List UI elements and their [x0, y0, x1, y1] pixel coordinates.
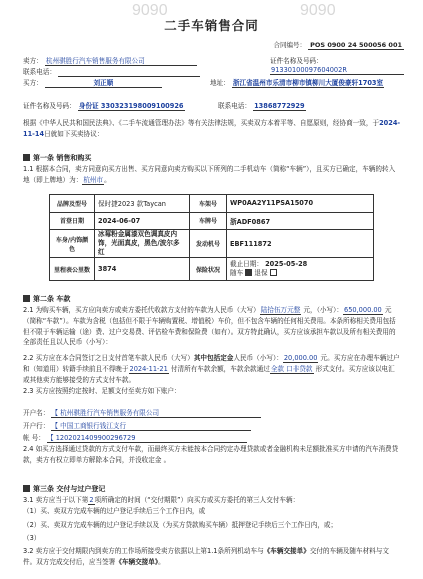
- section-2-heading: 第二条 车款: [23, 294, 70, 304]
- clause-2-2: 2.2 买方应在本合同签订之日支付首笔车款人民币（大写）其中包括定金人民币（小写）：20,000.00 元。买方应在办理车辆过户和（知道用）转籍手续前且不得晚于2024-11-21 付清所有车款余额，车款余款通过全款 口非贷款 形式支付。买方应该以电汇或其他卖方能够接受的方式支付车款。: [23, 354, 400, 384]
- section-1-text: 1.1 根据本合同，卖方同意向买方出售、买方同意向卖方购买以下所列的二手机动车（简称“车辆”），且买方已确定，车辆的转入地（即上牌地）为：杭州市。: [23, 165, 396, 184]
- account-name-field: 开户名： 【 杭州骐胜行汽车销售服务有限公司: [23, 407, 261, 418]
- section-1-heading: 第一条 销售和购买: [23, 153, 91, 163]
- preamble: 根据《中华人民共和国民法典》、《二手车流通管理办法》等有关法律法规，买卖双方本着平等、自愿原则，经协商一致，于2024-11-14日就如下买卖协议：: [23, 119, 401, 138]
- section-3-heading: 第三条 交付与过户登记: [23, 484, 105, 494]
- account-number-field: 帐 号： 【 1202021409900296729: [23, 432, 247, 443]
- buyer-phone-row: 联系电话： 13868772929: [218, 102, 305, 110]
- seller-phone-row: 联系电话：: [23, 66, 200, 77]
- clause-3-1-option-3: （3）: [23, 534, 41, 542]
- clause-3-1-option-2: （2）买、卖双方完成车辆的过户登记手续以及（为买方贷款购买车辆）抵押登记手续后三个工作日内，或；: [23, 521, 338, 529]
- seller-id-row: 证件名称及号码：: [270, 57, 323, 65]
- seller-code-row: 91330100097604002R: [270, 66, 404, 75]
- contract-number: 合同编号： POS 0900 24 500056 001: [273, 41, 402, 49]
- seller-row: 卖方： 杭州骐胜行汽车销售服务有限公司: [23, 55, 197, 66]
- watermark: 9090: [300, 2, 336, 19]
- clause-2-4: 2.4 如买方选择通过贷款的方式支付车款，而最终买方未能按本合同约定办理贷款或者金融机构未足额批准买方申请的汽车消费贷款，卖方有权立即单方解除本合同，并没收定金 。: [23, 445, 399, 464]
- buyer-row: 买方： 刘正顺: [23, 77, 162, 88]
- clause-3-1-option-1: （1）买、卖双方完成车辆的过户登记手续后三个工作日内，或: [23, 507, 206, 515]
- buyer-address-row: 地址： 浙江省温州市乐清市柳市镇柳川大厦俊豪轩1703室: [210, 79, 384, 87]
- clause-3-1: 3.1 卖方应当于以下第2项所确定的时间（“交付期限”）向买方或买方委托的第三人交付车辆：: [23, 496, 300, 504]
- clause-2-1: 2.1 为购买车辆，买方应向卖方或卖方委托代收款方支付的车款为人民币（大写）陆拾伍万元整 元，（小写）：650,000.00 元（简称“车款”）。车款为含税（包括但不限于车辆购置税、增值税）车价，但不包含车辆的任何相关费用。本条所称相关费用包括但不限于车辆运输（途）费、过户交易费、评估检车费和保险费（如有）。双方特此确认，买方应该承担车款以及所有相关费用的全部责任且以人民币（小写）：: [23, 306, 396, 347]
- account-bank-field: 开户行： 【 中国工商银行钱江支行: [23, 420, 251, 431]
- buyer-id-row: 证件名称及号码： 身份证 330323198009100926: [23, 102, 184, 110]
- clause-2-3: 2.3 买方应按照约定按时、足额支付至卖方如下账户：: [23, 387, 181, 395]
- contract-title: 二手车销售合同: [164, 18, 259, 33]
- clause-3-2: 3.2 卖方应于交付期限内到卖方的工作场所接受卖方依据以上第1.1条所列机动车与《车辆交接单》交付的车辆及随车材料与文件。双方完成交付后，应当签署《车辆交接单》。: [23, 547, 389, 566]
- vehicle-table: 品牌及型号 保时捷2023 款Taycan 车架号 WP0AA2Y11PSA15070 首登日期 2024-06-07 车牌号 浙ADF0867 车身/内饰颜色 冰莓粉金属漆双色调真皮内饰，光面真皮，黑色/波尔多红 发动机号 EBF111872 里程表公里数 3874 保险状况 截止日期： 2025-05-28 随车 退保: [49, 194, 374, 281]
- watermark: 9090: [132, 2, 168, 19]
